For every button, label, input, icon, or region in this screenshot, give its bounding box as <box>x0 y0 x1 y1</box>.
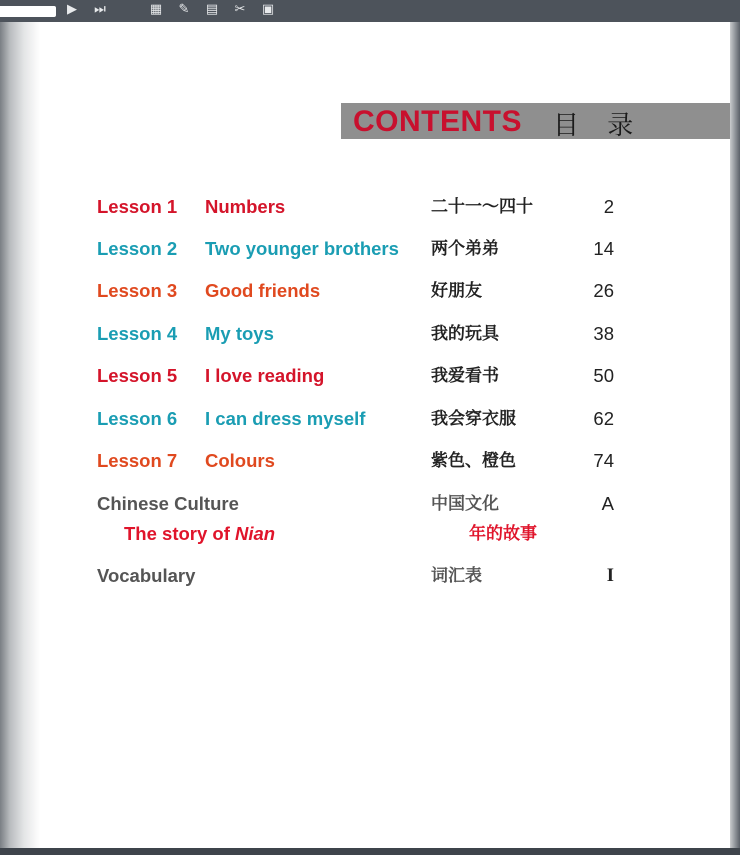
lesson-title: I love reading <box>205 365 325 386</box>
lesson-page: 26 <box>593 280 614 301</box>
book-page <box>0 22 730 848</box>
lesson-title-chinese: 二十一～四十 <box>431 197 533 217</box>
lesson-title-chinese: 紫色、橙色 <box>431 451 516 471</box>
edit-icon[interactable]: ✎ <box>178 2 190 17</box>
fast-forward-icon[interactable]: ⏭ <box>94 2 106 17</box>
vocabulary-row[interactable] <box>0 561 730 591</box>
lesson-page: 38 <box>593 323 614 344</box>
lesson-row[interactable] <box>0 361 730 391</box>
vocabulary-label: Vocabulary <box>97 565 196 586</box>
contents-title: CONTENTS <box>353 105 522 138</box>
lesson-row[interactable] <box>0 319 730 349</box>
lesson-page: 2 <box>603 196 614 217</box>
lesson-number: Lesson 2 <box>97 238 178 259</box>
document-icon[interactable]: ▤ <box>205 2 219 17</box>
lesson-title: I can dress myself <box>205 408 366 429</box>
lesson-number: Lesson 4 <box>97 323 178 344</box>
lesson-title: Two younger brothers <box>205 238 399 259</box>
culture-label: Chinese Culture <box>97 493 239 514</box>
culture-page: A <box>601 493 614 514</box>
page-edge <box>730 22 740 848</box>
lesson-number: Lesson 7 <box>97 450 178 471</box>
lesson-title-chinese: 好朋友 <box>431 281 482 301</box>
lesson-number: Lesson 6 <box>97 408 178 429</box>
contents-header <box>341 103 730 139</box>
lesson-page: 50 <box>593 365 614 386</box>
lesson-row[interactable] <box>0 192 730 222</box>
culture-label-chinese: 中国文化 <box>431 494 499 514</box>
lesson-row[interactable] <box>0 404 730 434</box>
play-icon[interactable]: ▶ <box>67 2 77 17</box>
story-title <box>124 519 275 549</box>
lesson-row[interactable] <box>0 276 730 306</box>
print-icon[interactable]: ▣ <box>261 2 275 17</box>
page-number-field[interactable] <box>0 6 56 17</box>
lesson-row[interactable] <box>0 446 730 476</box>
lesson-page: 14 <box>593 238 614 259</box>
lesson-title-chinese: 我爱看书 <box>431 366 499 386</box>
page-spine-shadow <box>0 22 40 848</box>
lesson-number: Lesson 3 <box>97 280 178 301</box>
lesson-title: My toys <box>205 323 274 344</box>
vocabulary-label-chinese: 词汇表 <box>431 566 482 586</box>
contents-title-chinese: 目 录 <box>553 111 644 141</box>
story-title-italic: Nian <box>235 523 276 544</box>
lesson-row[interactable] <box>0 234 730 264</box>
viewer-toolbar <box>0 0 740 22</box>
lesson-title-chinese: 我会穿衣服 <box>431 409 516 429</box>
lesson-number: Lesson 1 <box>97 196 178 217</box>
grid-icon[interactable]: ▦ <box>149 2 163 17</box>
lesson-page: 62 <box>593 408 614 429</box>
culture-row[interactable] <box>0 489 730 519</box>
lesson-number: Lesson 5 <box>97 365 178 386</box>
lesson-title: Numbers <box>205 196 286 217</box>
lesson-title: Good friends <box>205 280 321 301</box>
lesson-title: Colours <box>205 450 275 471</box>
story-row[interactable] <box>0 519 730 549</box>
story-title-chinese: 年的故事 <box>469 524 537 544</box>
vocabulary-page: I <box>606 566 614 586</box>
viewer-bottom-bar <box>0 848 740 855</box>
lesson-title-chinese: 两个弟弟 <box>431 239 499 259</box>
lesson-page: 74 <box>593 450 614 471</box>
story-title-prefix: The story of <box>124 523 236 544</box>
lesson-title-chinese: 我的玩具 <box>431 324 499 344</box>
tools-icon[interactable]: ✂ <box>234 2 246 17</box>
